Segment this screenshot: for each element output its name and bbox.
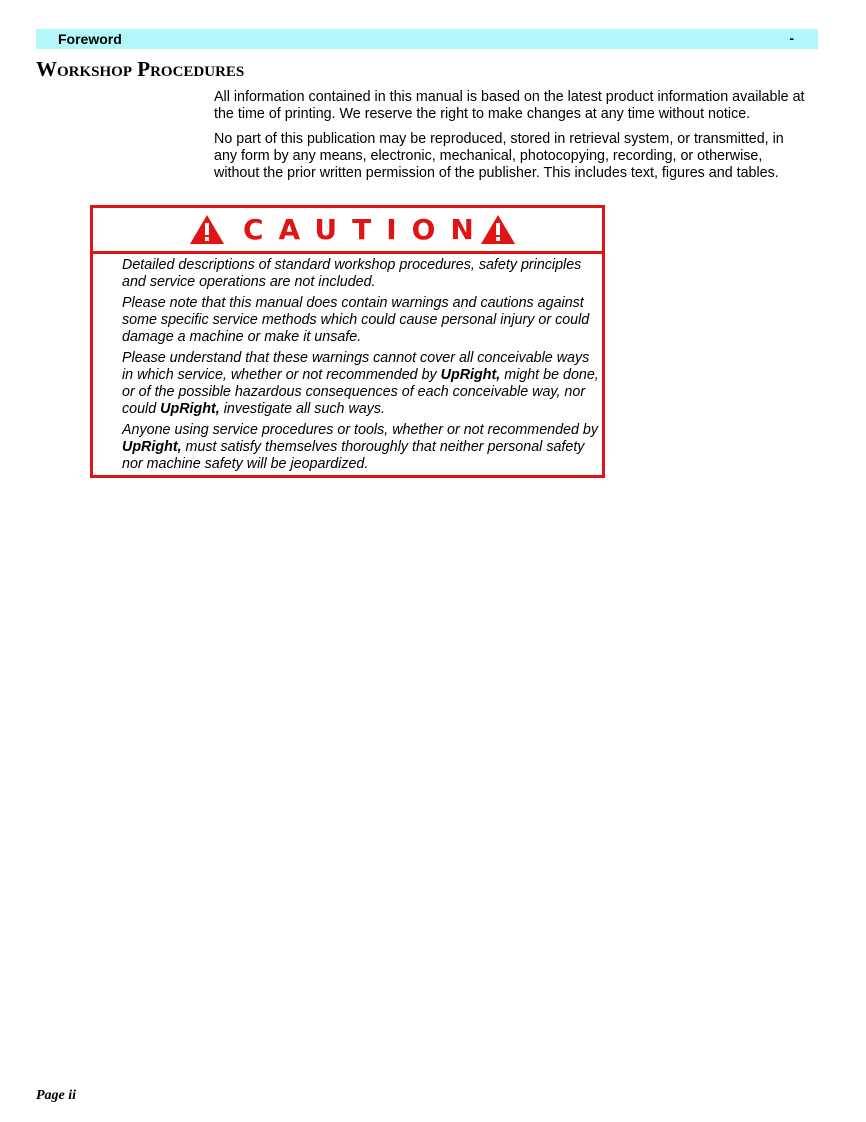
caution-text: Anyone using service procedures or tools, whether or not recommended by [122, 422, 599, 438]
running-header [36, 29, 818, 49]
caution-banner [93, 208, 602, 254]
intro-text [214, 89, 810, 190]
caution-text: might be done, or of the possible hazardous consequences of each conceivable way, nor could [122, 367, 599, 417]
caution-paragraph-2: Please note that this manual does contain warnings and cautions against some specific service methods which could cause personal injury or could damage a machine or make it unsafe. [122, 295, 590, 345]
caution-paragraph-1: Detailed descriptions of standard workshop procedures, safety principles and service operations are not included. [122, 257, 582, 290]
caution-paragraph-3 [122, 350, 600, 418]
caution-paragraph-4 [122, 422, 600, 473]
caution-box [90, 205, 605, 478]
warning-triangle-icon [189, 214, 225, 245]
intro-paragraph-1: All information contained in this manual is based on the latest product information available at the time of printing. We reserve the right to make changes at any time without notice. [214, 89, 805, 122]
caution-body [122, 257, 600, 477]
header-dash: - [789, 30, 794, 46]
section-title: Workshop Procedures [36, 57, 245, 81]
intro-paragraph-2: No part of this publication may be reproduced, stored in retrieval system, or transmitted, in any form by any means, electronic, mechanical, photocopying, recording, or otherwise, without the prior written permission of the publisher. This includes text, figures and tables. [214, 131, 784, 181]
brand-name: UpRight, [122, 439, 182, 455]
page-number: Page ii [36, 1088, 77, 1103]
caution-heading: CAUTION [243, 213, 489, 246]
header-title: Foreword [58, 31, 122, 47]
caution-text: investigate all such ways. [219, 401, 386, 417]
brand-name: UpRight, [440, 367, 501, 383]
warning-triangle-icon [480, 214, 516, 245]
brand-name: UpRight, [160, 401, 220, 417]
caution-text: Please understand that these warnings cannot cover all conceivable ways in which service, whether or not recommended by [122, 350, 590, 383]
caution-text: must satisfy themselves thoroughly that neither personal safety nor machine safety will be jeopardized. [122, 439, 585, 472]
